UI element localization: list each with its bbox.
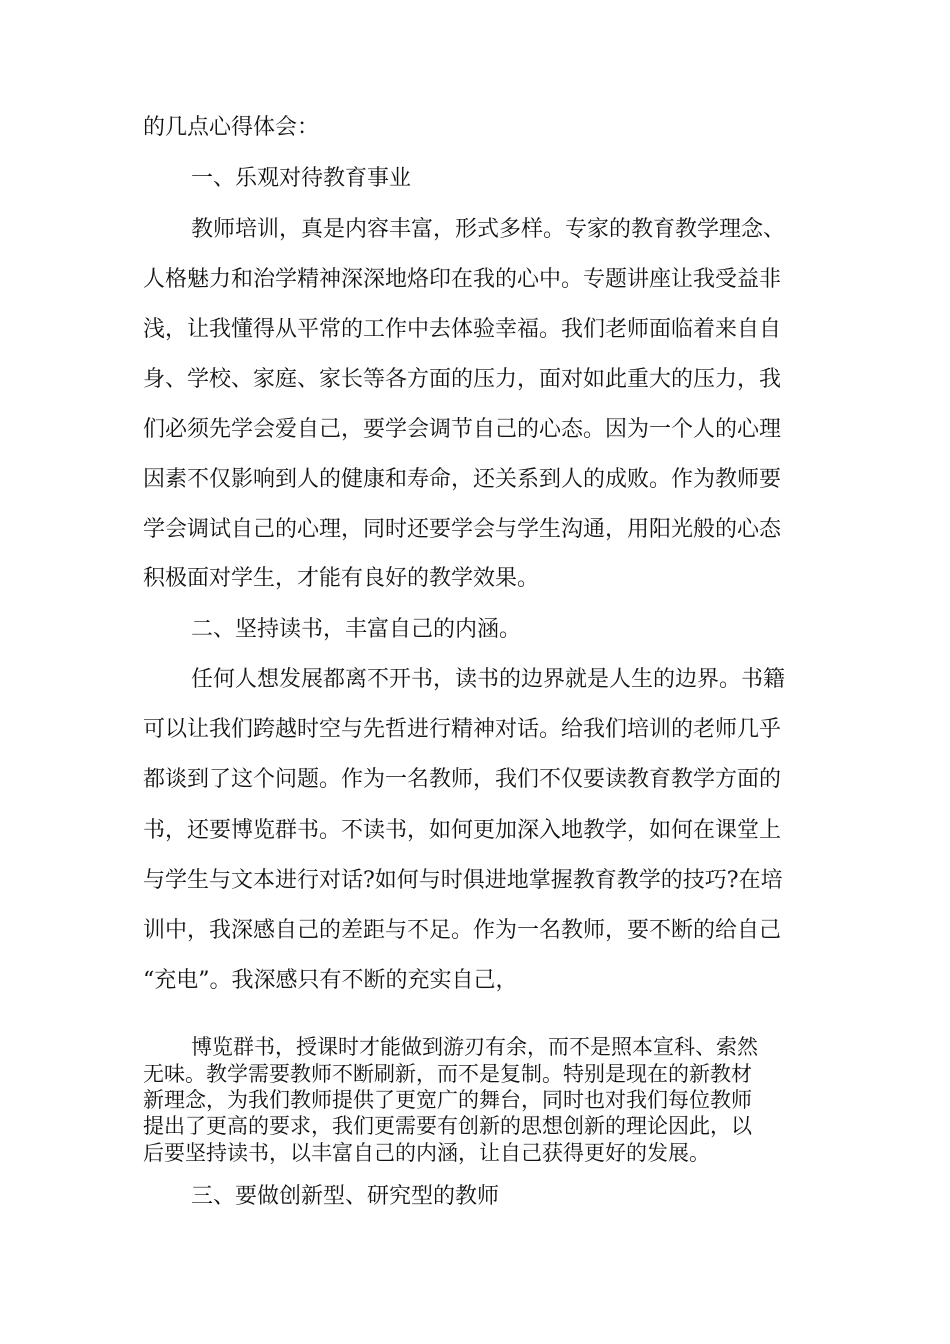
paragraph-line: 可以让我们跨越时空与先哲进行精神对话。给我们培训的老师几乎 [143, 717, 782, 742]
paragraph-line: 都谈到了这个问题。作为一名教师，我们不仅要读教育教学方面的 [143, 767, 782, 792]
paragraph-line: 教师培训，真是内容丰富，形式多样。专家的教育教学理念、 [191, 217, 786, 242]
paragraph-line: 博览群书，授课时才能做到游刃有余，而不是照本宣科、索然 [191, 1035, 758, 1059]
section-2-heading: 二、坚持读书，丰富自己的内涵。 [191, 617, 522, 642]
section-1-heading: 一、乐观对待教育事业 [191, 166, 412, 191]
paragraph-line: 人格魅力和治学精神深深地烙印在我的心中。专题讲座让我受益非 [143, 267, 782, 292]
paragraph-line: 身、学校、家庭、家长等各方面的压力，面对如此重大的压力，我 [143, 367, 782, 392]
paragraph-line: 新理念，为我们教师提供了更宽广的舞台，同时也对我们每位教师 [143, 1088, 752, 1112]
paragraph-line: 学会调试自己的心理，同时还要学会与学生沟通，用阳光般的心态 [143, 517, 782, 542]
paragraph-line: 无味。教学需要教师不断刷新，而不是复制。特别是现在的新教材 [143, 1062, 752, 1086]
paragraph-line: 积极面对学生，才能有良好的教学效果。 [143, 566, 540, 591]
paragraph-line: 任何人想发展都离不开书，读书的边界就是人生的边界。书籍 [191, 667, 786, 692]
paragraph-line: 后要坚持读书，以丰富自己的内涵，让自己获得更好的发展。 [143, 1141, 710, 1165]
intro-line: 的几点心得体会： [143, 115, 320, 140]
paragraph-line: “充电”。我深感只有不断的充实自己， [143, 968, 518, 993]
paragraph-line: 浅，让我懂得从平常的工作中去体验幸福。我们老师面临着来自自 [143, 317, 782, 342]
paragraph-line: 训中，我深感自己的差距与不足。作为一名教师，要不断的给自己 [143, 918, 782, 943]
paragraph-line: 书，还要博览群书。不读书，如何更加深入地教学，如何在课堂上 [143, 818, 782, 843]
paragraph-line: 与学生与文本进行对话?如何与时俱进地掌握教育教学的技巧?在培 [143, 868, 783, 893]
section-3-heading: 三、要做创新型、研究型的教师 [191, 1184, 500, 1209]
paragraph-line: 们必须先学会爱自己，要学会调节自己的心态。因为一个人的心理 [143, 417, 782, 442]
paragraph-line: 因素不仅影响到人的健康和寿命，还关系到人的成败。作为教师要 [143, 467, 782, 492]
paragraph-line: 提出了更高的要求，我们更需要有创新的思想创新的理论因此，以 [143, 1114, 752, 1138]
